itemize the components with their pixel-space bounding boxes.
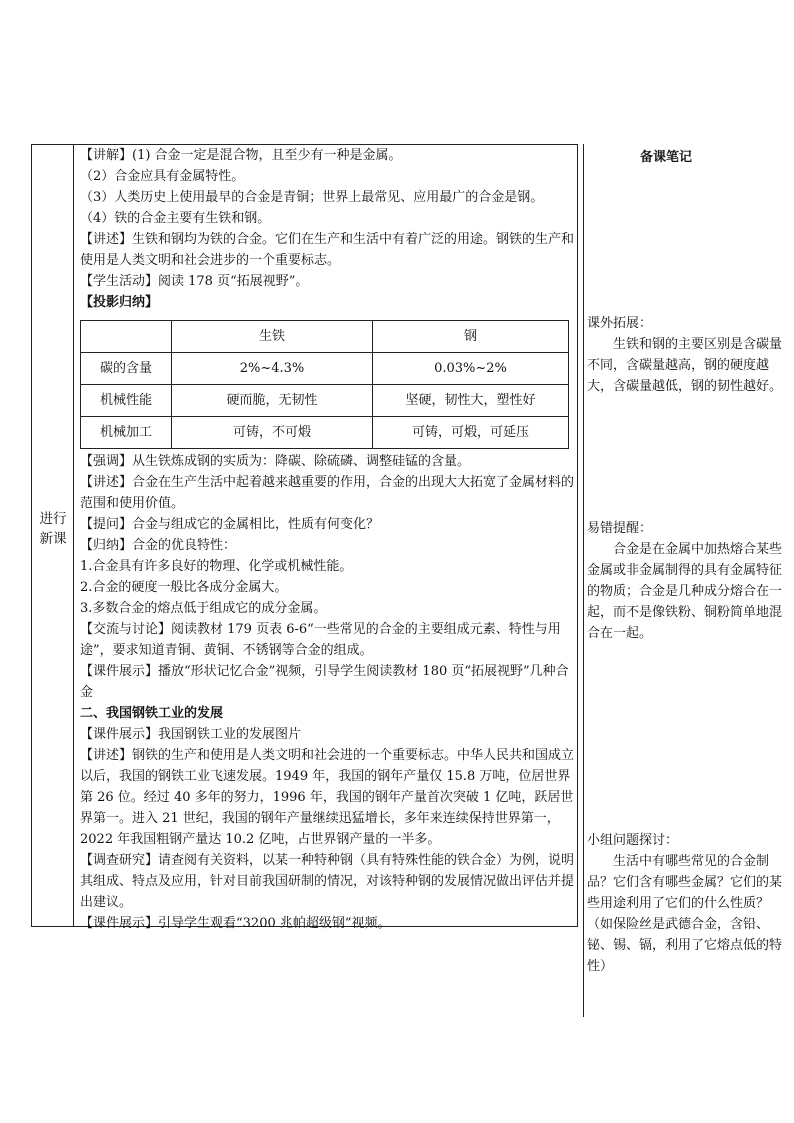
lesson-content (80, 145, 574, 934)
content-line: 3.多数合金的熔点低于组成它的成分金属。 (80, 601, 327, 616)
note-heading: 易错提醒： (587, 521, 653, 536)
section-label (32, 509, 74, 549)
note-group-discussion (587, 830, 787, 977)
content-line: 【讲述】钢铁的生产和使用是人类文明和社会进的一个重要标志。中华人民共和国成立以后，我国的钢铁工业飞速发展。1949 年，我国的钢年产量仅 15.8 万吨，位居世界第 26 位。经过 40 多年的努力，1996 年，我国的钢年产量首次突破 1 亿吨，跃居世界第一。进入 21 世纪，我国的钢年产量继续迅猛增长，多年来连续保持世界第一，2022 年我国粗钢产量达 10.2 亿吨，占世界钢产量的一半多。 (80, 748, 575, 847)
notes-column-divider (583, 144, 584, 1017)
content-line: 1.合金具有许多良好的物理、化学或机械性能。 (80, 559, 353, 574)
note-text: 合金是在金属中加热熔合某些金属或非金属制得的具有金属特征的物质；合金是几种成分熔合在一起，而不是像铁粉、铜粉简单地混合在一起。 (587, 542, 783, 641)
section-column (32, 145, 74, 926)
content-line: （3）人类历史上使用最早的合金是青铜；世界上最常见、应用最广的合金是钢。 (80, 190, 544, 205)
note-text: 生活中有哪些常见的合金制品？它们含有哪些金属？它们的某些用途利用了它们的什么性质？（如保险丝是武德合金，含铅、铋、锡、镉，利用了它熔点低的特性） (587, 854, 783, 974)
table-cell: 2%~4.3% (172, 353, 373, 385)
content-line: 【提问】合金与组成它的金属相比，性质有何变化？ (80, 517, 380, 532)
content-line: 【讲解】(1) 合金一定是混合物，且至少有一种是金属。 (80, 148, 402, 163)
iron-steel-comparison-table (80, 320, 569, 449)
table-header-cell: 生铁 (172, 321, 373, 353)
table-header-row (81, 321, 569, 353)
note-heading: 课外拓展： (587, 316, 653, 331)
note-extension (587, 313, 787, 397)
content-line: 【调查研究】请查阅有关资料，以某一种特种钢（具有特殊性能的铁合金）为例，说明其组成、特点及应用，针对目前我国研制的情况，对该特种钢的发展情况做出评估并提出建议。 (80, 853, 575, 910)
table-cell: 硬而脆，无韧性 (172, 385, 373, 417)
section-heading: 【投影归纳】 (80, 295, 159, 310)
table-row (81, 353, 569, 385)
note-text: 生铁和钢的主要区别是含碳量不同，含碳量越高，钢的硬度越大，含碳量越低，钢的韧性越好。 (587, 337, 783, 394)
content-line: 【讲述】生铁和钢均为铁的合金。它们在生产和生活中有着广泛的用途。钢铁的生产和使用是人类文明和社会进步的一个重要标志。 (80, 232, 575, 268)
content-line: 【交流与讨论】阅读教材 179 页表 6-6“一些常见的合金的主要组成元素、特性与用途”，要求知道青铜、黄铜、不锈钢等合金的组成。 (80, 622, 561, 658)
table-cell: 机械性能 (81, 385, 172, 417)
note-common-mistake (587, 518, 787, 644)
table-row (81, 417, 569, 449)
content-line: 【强调】从生铁炼成钢的实质为：降碳、除硫磷、调整硅锰的含量。 (80, 454, 471, 469)
table-cell: 坚硬，韧性大，塑性好 (373, 385, 569, 417)
table-cell: 机械加工 (81, 417, 172, 449)
table-cell: 可铸，可煅，可延压 (373, 417, 569, 449)
table-cell: 可铸，不可煅 (172, 417, 373, 449)
table-row (81, 385, 569, 417)
table-cell: 碳的含量 (81, 353, 172, 385)
section-heading: 二、我国钢铁工业的发展 (80, 706, 224, 721)
section-label-line-2: 新课 (39, 531, 67, 547)
content-line: （4）铁的合金主要有生铁和钢。 (80, 211, 271, 226)
content-line: 2.合金的硬度一般比各成分金属大。 (80, 580, 288, 595)
content-line: 【课件展示】引导学生观看“3200 兆帕超级钢”视频。 (80, 916, 391, 931)
note-heading: 小组问题探讨： (587, 833, 679, 848)
content-line: 【课件展示】我国钢铁工业的发展图片 (80, 727, 302, 742)
section-label-line-1: 进行 (39, 511, 67, 527)
content-line: 【课件展示】播放“形状记忆合金”视频，引导学生阅读教材 180 页“拓展视野”几种合金 (80, 664, 569, 700)
table-header-cell: 钢 (373, 321, 569, 353)
notes-title: 备课笔记 (640, 150, 693, 165)
content-line: 【讲述】合金在生产生活中起着越来越重要的作用，合金的出现大大拓宽了金属材料的范围和使用价值。 (80, 475, 575, 511)
table-cell: 0.03%~2% (373, 353, 569, 385)
content-line: （2）合金应具有金属特性。 (80, 169, 245, 184)
content-line: 【学生活动】阅读 178 页“拓展视野”。 (80, 274, 309, 289)
table-header-cell (81, 321, 172, 353)
content-line: 【归纳】合金的优良特性： (80, 538, 237, 553)
lesson-table (31, 144, 578, 931)
